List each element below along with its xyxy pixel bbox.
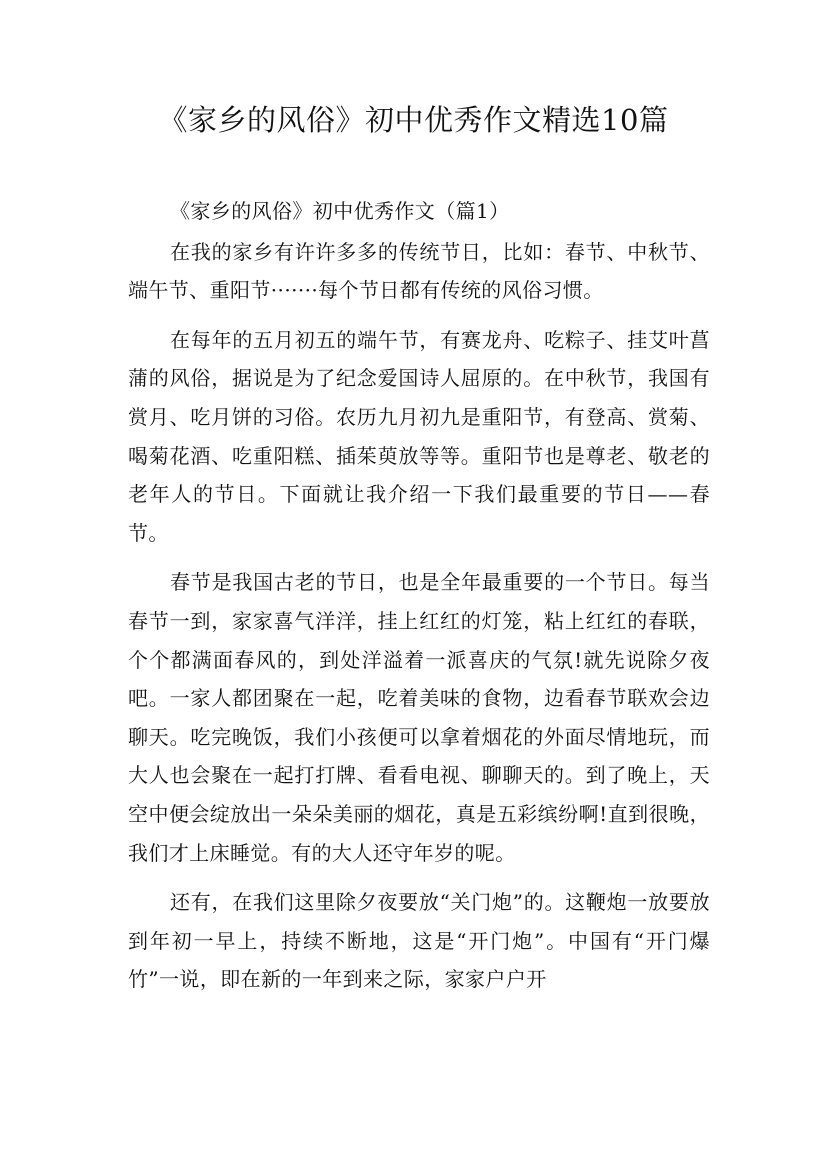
paragraph-1: 在我的家乡有许许多多的传统节日，比如：春节、中秋节、端午节、重阳节·······每个节日都有传统的风俗习惯。: [128, 239, 710, 303]
section-title: 《家乡的风俗》初中优秀作文（篇1）: [170, 199, 510, 223]
document-title: 《家乡的风俗》初中优秀作文精选10篇: [158, 103, 669, 137]
paragraph-3: 春节是我国古老的节日，也是全年最重要的一个节日。每当春节一到，家家喜气洋洋，挂上红红的灯笼，粘上红红的春联，个个都满面春风的，到处洋溢着一派喜庆的气氛!就先说除夕夜吧。一家人都团聚在一起，吃着美味的食物，边看春节联欢会边聊天。吃完晚饭，我们小孩便可以拿着烟花的外面尽情地玩，而大人也会聚在一起打打牌、看看电视、聊聊天的。到了晚上，天空中便会绽放出一朵朵美丽的烟花，真是五彩缤纷啊!直到很晚，我们才上床睡觉。有的大人还守年岁的呢。: [128, 570, 710, 865]
paragraph-4: 还有，在我们这里除夕夜要放“关门炮”的。这鞭炮一放要放到年初一早上，持续不断地，这是“开门炮”。中国有“开门爆竹”一说，即在新的一年到来之际，家家户户开: [128, 890, 710, 992]
document-body: [128, 192, 710, 999]
paragraph-2: 在每年的五月初五的端午节，有赛龙舟、吃粽子、挂艾叶菖蒲的风俗，据说是为了纪念爱国诗人屈原的。在中秋节，我国有赏月、吃月饼的习俗。农历九月初九是重阳节，有登高、赏菊、喝菊花酒、吃重阳糕、插茱萸放等等。重阳节也是尊老、敬老的老年人的节日。下面就让我介绍一下我们最重要的节日——春节。: [128, 327, 710, 545]
